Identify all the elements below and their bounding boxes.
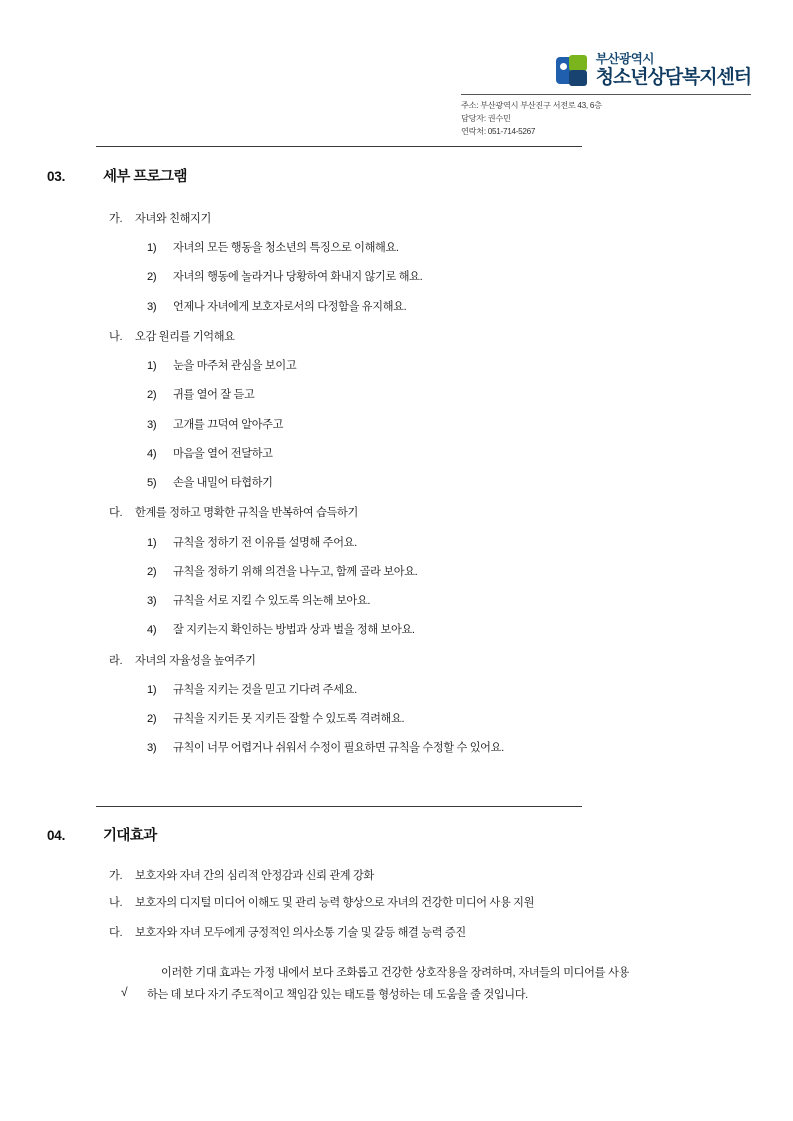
list-item [147, 446, 747, 462]
section-heading [47, 824, 747, 845]
check-mark-icon: √ [121, 985, 128, 1000]
list-marker: 다. [109, 507, 123, 520]
list-item [147, 535, 747, 551]
list-text: 오감 원리를 기억해요 [135, 330, 235, 343]
list-marker: 5) [147, 477, 157, 490]
list-text: 자녀의 행동에 놀라거나 당황하여 화내지 않기로 해요. [173, 271, 423, 284]
list-marker: 4) [147, 447, 157, 460]
section-heading [47, 165, 747, 186]
section-number: 03. [47, 169, 66, 184]
list-text: 규칙을 정하기 위해 의견을 나누고, 함께 골라 보아요. [173, 565, 418, 578]
list-item [109, 652, 747, 669]
list-marker: 3) [147, 418, 157, 431]
contact-block [461, 100, 751, 138]
list-item [147, 299, 747, 315]
list-text: 보호자의 디지털 미디어 이해도 및 관리 능력 향상으로 자녀의 건강한 미디어 사용 지원 [135, 897, 535, 910]
list-text: 손을 내밀어 타협하기 [173, 477, 273, 490]
section-title: 세부 프로그램 [103, 169, 187, 185]
list-marker: 3) [147, 742, 157, 755]
list-text: 잘 지키는지 확인하는 방법과 상과 벌을 정해 보아요. [173, 624, 415, 637]
list-marker: 1) [147, 242, 157, 255]
document-header [461, 52, 751, 138]
list-text: 한계를 정하고 명확한 규칙을 반복하여 습득하기 [135, 507, 358, 520]
list-item [147, 240, 747, 256]
list-marker: 1) [147, 683, 157, 696]
list-text: 보호자와 자녀 모두에게 긍정적인 의사소통 기술 및 갈등 해결 능력 증진 [135, 927, 466, 940]
list-text: 언제나 자녀에게 보호자로서의 다정함을 유지해요. [173, 300, 407, 313]
list-item [147, 740, 747, 756]
list-item [147, 622, 747, 638]
list-marker: 2) [147, 389, 157, 402]
list-text: 규칙을 지키는 것을 믿고 기다려 주세요. [173, 683, 357, 696]
list-text: 자녀와 친해지기 [135, 213, 211, 225]
list-marker: 2) [147, 565, 157, 578]
header-divider [461, 94, 751, 95]
busan-youth-counseling-logo-icon [556, 55, 587, 86]
list-text: 보호자와 자녀 간의 심리적 안정감과 신뢰 관계 강화 [135, 870, 374, 882]
list-item [109, 504, 747, 521]
list-marker: 2) [147, 712, 157, 725]
list-item [147, 682, 747, 698]
list-marker: 나. [109, 330, 123, 343]
list-item [109, 210, 747, 227]
list-text: 눈을 마주쳐 관심을 보이고 [173, 360, 297, 373]
org-name-center: 청소년상담복지센터 [595, 67, 751, 88]
list-marker: 가. [109, 213, 123, 225]
list-text: 자녀의 모든 행동을 청소년의 특징으로 이해해요. [173, 242, 399, 255]
contact-address: 주소: 부산광역시 부산진구 서전로 43, 6층 [461, 101, 602, 111]
list-marker: 라. [109, 654, 123, 667]
closing-paragraph-block [121, 963, 629, 1007]
list-item [147, 269, 747, 285]
organization-logo [461, 52, 751, 88]
closing-paragraph: 이러한 기대 효과는 가정 내에서 보다 조화롭고 건강한 상호작용을 장려하며, 자녀들의 미디어를 사용하는 데 보다 자기 주도적이고 책임감 있는 태도를 형성하는 데 도움을 줄 것입니다. [147, 967, 629, 1002]
list-marker: 1) [147, 360, 157, 373]
section-body [47, 867, 747, 1007]
list-text: 귀를 열어 잘 듣고 [173, 389, 255, 402]
list-marker: 다. [109, 927, 123, 940]
list-item [109, 893, 654, 915]
list-text: 자녀의 자율성을 높여주기 [135, 654, 256, 667]
list-item [147, 593, 747, 609]
section-expected-effect [47, 824, 747, 1007]
contact-phone: 연락처: 051-714-5267 [461, 126, 536, 136]
list-marker: 4) [147, 624, 157, 637]
list-item [147, 711, 747, 727]
list-item [147, 417, 747, 433]
list-item [147, 387, 747, 403]
list-item [147, 475, 747, 491]
org-name-city: 부산광역시 [595, 52, 655, 66]
list-text: 규칙을 정하기 전 이유를 설명해 주어요. [173, 536, 357, 549]
list-item [109, 328, 747, 345]
list-text: 규칙을 지키든 못 지키든 잘할 수 있도록 격려해요. [173, 712, 405, 725]
list-text: 규칙을 서로 지킬 수 있도록 의논해 보아요. [173, 595, 371, 608]
section-number: 04. [47, 828, 66, 843]
list-text: 규칙이 너무 어렵거나 쉬워서 수정이 필요하면 규칙을 수정할 수 있어요. [173, 742, 504, 755]
list-item [147, 564, 747, 580]
list-marker: 가. [109, 870, 123, 882]
list-text: 고개를 끄덕여 알아주고 [173, 418, 284, 431]
contact-manager: 담당자: 권수민 [461, 113, 511, 123]
section-title: 기대효과 [103, 828, 157, 844]
list-item [147, 358, 747, 374]
list-marker: 나. [109, 897, 123, 910]
list-text: 마음을 열어 전달하고 [173, 447, 273, 460]
section-body [47, 210, 747, 756]
list-marker: 1) [147, 536, 157, 549]
list-marker: 3) [147, 595, 157, 608]
list-marker: 3) [147, 300, 157, 313]
list-item [109, 924, 654, 941]
list-item [109, 867, 654, 884]
section-detail-program [47, 165, 747, 769]
list-marker: 2) [147, 271, 157, 284]
section-divider-top [96, 146, 582, 147]
section-divider-middle [96, 806, 582, 807]
